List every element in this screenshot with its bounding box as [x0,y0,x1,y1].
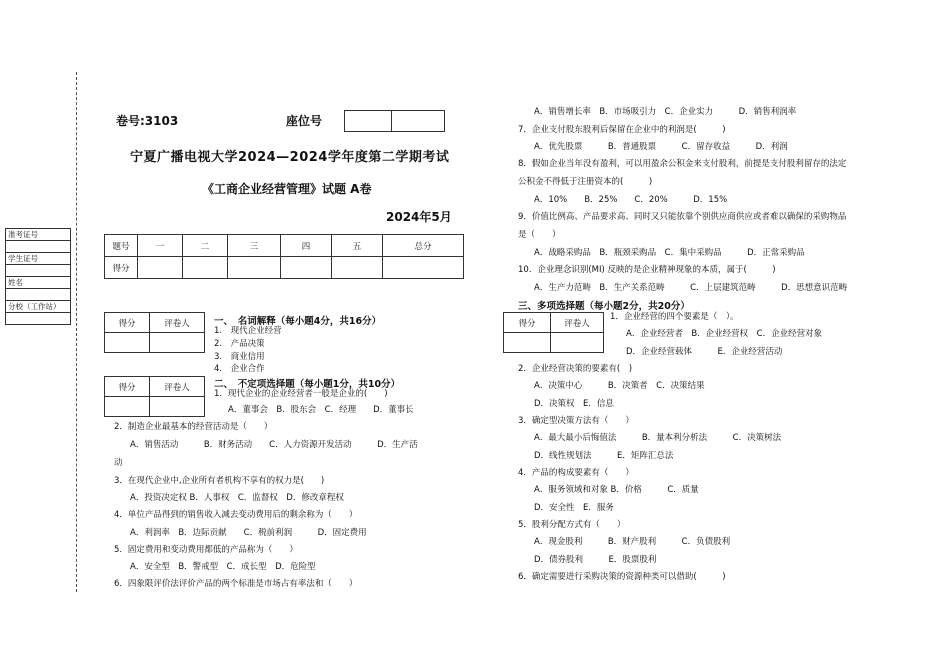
question-line: 4．单位产品得到的销售收入减去变动费用后的剩余称为（ ） [114,510,358,520]
question-line: 1．企业经营的四个要素是（ ）。 [610,312,739,322]
question-line: 是（ ） [518,230,561,240]
question-line: 2．制造企业最基本的经营活动是（ ） [114,422,273,432]
grader-blank [551,333,604,353]
option-line: A．服务领域和对象 B．价格 C．质量 [534,485,699,495]
score-col-5: 五 [332,235,383,257]
question-line: 4．产品的构成要素有（ ） [518,468,634,478]
question-line: 6．确定需要进行采购决策的资源种类可以借助( ) [518,572,726,582]
grader-score-label: 得分 [105,313,150,333]
grader-score-label: 得分 [504,313,551,333]
option-line: A．企业经营者 B．企业经营权 C．企业经营对象 [626,329,823,339]
option-line: A．决策中心 B．决策者 C．决策结果 [534,381,705,391]
score-table [104,234,464,279]
question-line: 5．固定费用和变动费用都低的产品称为（ ） [114,545,298,555]
grader-score-blank [504,333,551,353]
option-line: D．线性规划法 E．矩阵汇总法 [534,451,674,461]
grader-blank [150,397,205,417]
seat-box [344,110,445,132]
branch-field: 分校（工作站） [6,301,71,313]
grader-label: 评卷人 [150,377,205,397]
student-info-box [5,228,71,325]
exam-id-field: 准考证号 [6,229,71,241]
section1-item-4: 4. 企业合作 [214,364,265,374]
question-line: 7．企业支付股东股利后保留在企业中的利润是( ) [518,125,726,135]
name-blank [6,289,71,301]
seat-cell-1 [345,111,392,132]
score-col-3: 三 [228,235,281,257]
student-id-blank [6,265,71,277]
name-field: 姓名 [6,277,71,289]
option-line: A．战略采购品 B．瓶颈采购品 C．集中采购品 D．正常采购品 [534,248,805,258]
option-line: 动 [114,458,123,468]
seat-cell-2 [392,111,445,132]
option-line: A．董事会 B．股东会 C．经理 D．董事长 [228,405,414,415]
paper-number: 卷号:3103 [116,114,179,128]
score-col-4: 四 [281,235,332,257]
question-line: 3．在现代企业中,企业所有者机构不享有的权力是( ) [114,476,325,486]
grader-box-3 [503,312,604,353]
option-line: A．利润率 B．边际贡献 C．税前利润 D．固定费用 [130,528,367,538]
option-line: A．优先股票 B．普通股票 C．留存收益 D．利润 [534,142,788,152]
score-row-label: 题号 [105,235,138,257]
question-line: 10．企业理念识别(MI) 反映的是企业精神现象的本质，属于( ) [518,265,776,275]
section1-item-3: 3. 商业信用 [214,352,265,362]
question-line: 5．股利分配方式有（ ） [518,520,626,530]
score-cell [281,257,332,279]
question-line: 1．现代企业的企业经营者一般是企业的( ) [214,389,388,399]
score-cell [138,257,183,279]
score-row-label: 得分 [105,257,138,279]
option-line: D．安全性 E．服务 [534,503,614,513]
score-col-2: 二 [183,235,228,257]
grader-score-label: 得分 [105,377,150,397]
section2-title: 二、 不定项选择题（每小题1分，共10分） [214,379,401,390]
grader-box-2 [104,376,205,417]
option-line: A．生产力范畴 B．生产关系范畴 C．上层建筑范畴 D．思想意识范畴 [534,283,848,293]
student-id-field: 学生证号 [6,253,71,265]
branch-blank [6,313,71,325]
university-title: 宁夏广播电视大学2024—2024学年度第二学期考试 [130,150,450,165]
option-line: A．最大最小后悔值法 B．量本利分析法 C．决策树法 [534,433,782,443]
grader-blank [150,333,205,353]
score-col-1: 一 [138,235,183,257]
option-line: A．现金股利 B．财产股利 C．负债股利 [534,537,731,547]
exam-id-blank [6,241,71,253]
question-line: 3．确定型决策方法有（ ） [518,416,634,426]
binding-line [76,72,77,592]
option-line: D．企业经营载体 E．企业经营活动 [626,347,783,357]
score-cell [183,257,228,279]
question-line: 8．假如企业当年没有盈利，可以用盈余公积金来支付股利，前提是支付股利留存的法定 [518,159,847,169]
option-line: A．10% B．25% C．20% D．15% [534,195,728,205]
question-line: 公积金不得低于注册资本的( ) [518,177,653,187]
option-line: A．销售活动 B．财务活动 C．人力资源开发活动 D．生产活 [130,440,418,450]
grader-score-blank [105,333,150,353]
section1-item-2: 2. 产品决策 [214,339,265,349]
grader-box-1 [104,312,205,353]
exam-date: 2024年5月 [386,210,452,224]
score-cell [332,257,383,279]
option-line: A．安全型 B．警戒型 C．成长型 D．危险型 [130,562,316,572]
score-cell [228,257,281,279]
question-line: 2．企业经营决策的要素有( ) [518,364,633,374]
seat-label: 座位号 [286,114,323,128]
option-line: A．投资决定权 B．人事权 C．监督权 D．修改章程权 [130,493,344,503]
section1-item-1: 1. 现代企业经营 [214,326,282,336]
grader-score-blank [105,397,150,417]
course-title: 《工商企业经营管理》试题 A卷 [202,182,372,196]
section3-title: 三、多项选择题（每小题2分，共20分） [518,301,690,312]
score-col-total: 总分 [383,235,464,257]
option-line: D．债券股利 E．股票股利 [534,555,657,565]
question-line: 6．四象限评价法评价产品的两个标准是市场占有率法和（ ） [114,579,358,589]
grader-label: 评卷人 [150,313,205,333]
score-cell [383,257,464,279]
option-line: D．决策权 E．信息 [534,399,614,409]
option-line: A．销售增长率 B．市场吸引力 C．企业实力 D．销售利润率 [534,107,797,117]
question-line: 9．价值比例高、产品要求高、同时又只能依靠个别供应商供应或者难以确保的采购物品 [518,212,847,222]
grader-label: 评卷人 [551,313,604,333]
section1-title: 一、 名词解释（每小题4分，共16分） [214,316,382,327]
